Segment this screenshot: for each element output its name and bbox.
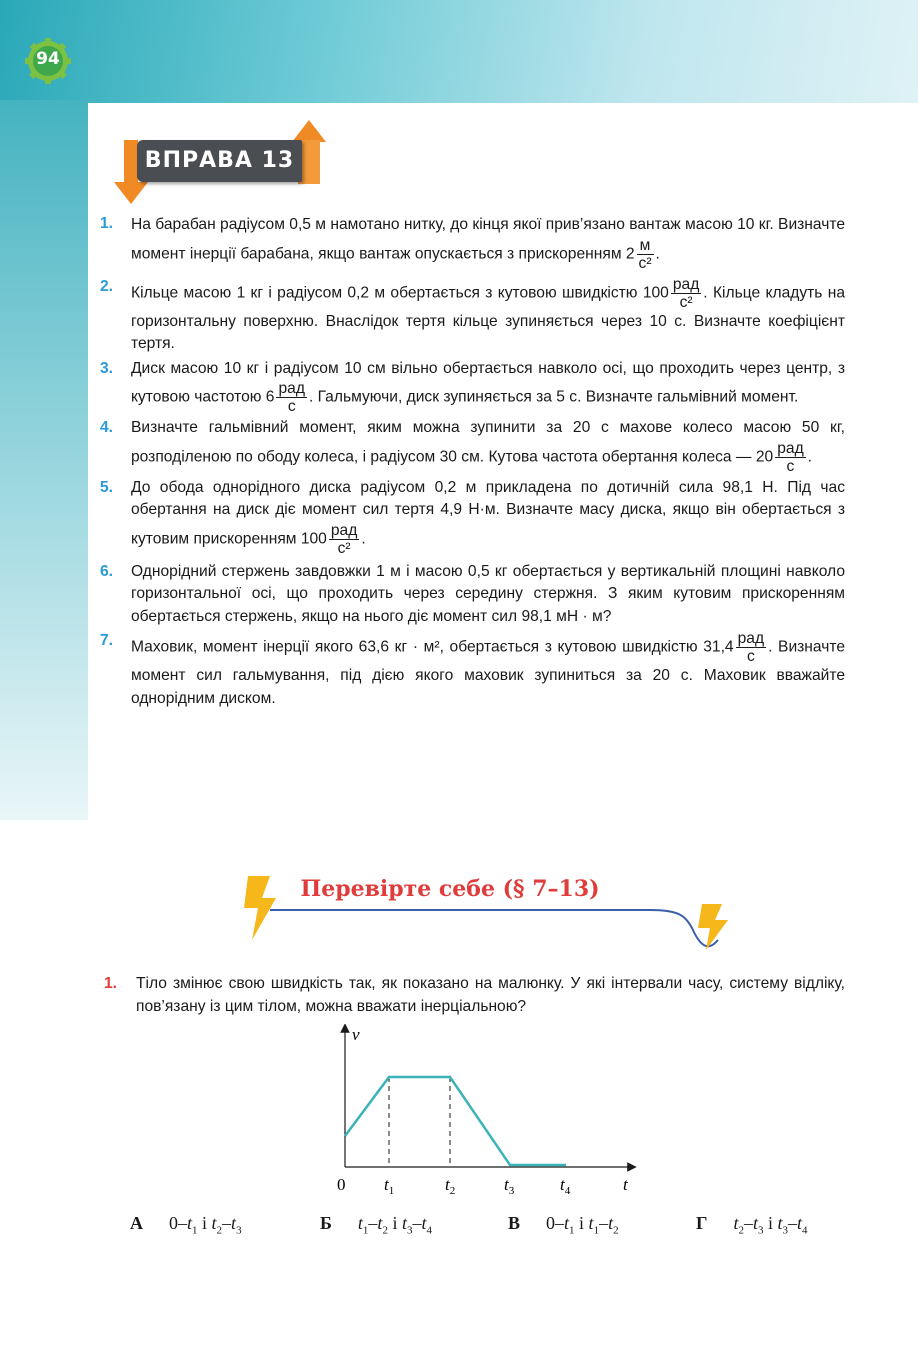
answer-options bbox=[130, 1213, 860, 1243]
problem-text: Кільце масою 1 кг і радіусом 0,2 м обертається з кутовою швидкістю 100 bbox=[131, 284, 669, 302]
side-background bbox=[0, 100, 95, 820]
tick-label-t3: $t_3$ bbox=[504, 1175, 515, 1197]
problem-text: Однорідний стержень завдовжки 1 м і масою 0,5 кг обертається у вертикальній площині навколо горизонтальної осі, що проходить через середину стержня. З яким кутовим прискоренням обертається стержень, якщо на нього діє момент сил 98,1 мН · м? bbox=[131, 562, 845, 625]
exercise-title: ВПРАВА 13 bbox=[144, 148, 295, 173]
answer-text: $0-t_1$ і $t_2-t_3$ bbox=[169, 1213, 242, 1237]
answer-text: $t_1-t_2$ і $t_3-t_4$ bbox=[357, 1213, 432, 1237]
velocity-time-graph bbox=[330, 1024, 640, 1199]
problem-number: 2. bbox=[100, 277, 114, 295]
page-number-badge bbox=[16, 38, 80, 84]
tick-label-t2: $t_2$ bbox=[445, 1175, 456, 1197]
fraction: $\frac{м}{\text{с²}}$ bbox=[638, 236, 652, 272]
question-text: Тіло змінює свою швидкість так, як показано на малюнку. У які інтервали часу, систему відліку, пов’язану із цим тілом, можна вважати інерціальною? bbox=[136, 975, 845, 1015]
problem-list bbox=[100, 213, 845, 710]
fraction: $\frac{\text{рад}}{с}$ bbox=[777, 439, 804, 475]
answer-letter: А bbox=[130, 1213, 143, 1233]
origin-label: 0 bbox=[337, 1175, 346, 1194]
velocity-line bbox=[345, 1077, 566, 1165]
problem-number: 7. bbox=[100, 632, 114, 649]
problem-number: 1. bbox=[100, 215, 114, 232]
fraction: $\frac{\text{рад}}{с}$ bbox=[278, 380, 305, 415]
fraction: $\frac{\text{рад}}{с}$ bbox=[737, 630, 765, 665]
problem-item: 2. Кільце масою 1 кг і радіусом 0,2 м обертається з кутовою швидкістю 100 $\frac{\text{рад}}{\text{с²}}$ . Кільце кладуть на горизонтальну поверхню. Внаслідок тертя кільце зупиняється через 10 с. Визначте коефіцієнт тертя. bbox=[100, 275, 846, 352]
answer-letter: Г bbox=[696, 1213, 708, 1233]
answer-text: $0-t_1$ і $t_1-t_2$ bbox=[546, 1213, 619, 1237]
answer-option-b[interactable] bbox=[320, 1213, 432, 1237]
question-number: 1. bbox=[104, 975, 118, 992]
problem-text: До обода однорідного диска радіусом 0,2 м прикладена по дотичній сила 98,1 Н. Під час обертання на диск діє момент сил тертя 4,9 Н·м. Визначте масу диска, якщо він обертається з кутовим прискоренням 100 bbox=[131, 478, 845, 548]
problem-item: 3. Диск масою 10 кг і радіусом 10 см вільно обертається навколо осі, що проходить через центр, з кутовою частотою 6 $\frac{\text{рад}}{с}$ . Гальмуючи, диск зупиняється за 5 с. Визначте гальмівний момент. bbox=[100, 359, 845, 415]
tick-label-t1: $t_1$ bbox=[384, 1175, 395, 1197]
fraction: $\frac{\text{рад}}{\text{с²}}$ bbox=[672, 275, 700, 311]
problem-item: 4. Визначте гальмівний момент, яким можна зупинити за 20 с махове колесо масою 50 кг, розподіленою по ободу колеса, і радіусом 30 см. Кутова частота обертання колеса — 20 $\frac{\text{рад}}{с}$ . bbox=[100, 419, 845, 475]
problem-text: Диск масою 10 кг і радіусом 10 см вільно обертається навколо осі, що проходить через центр, з кутовою частотою 6 bbox=[131, 359, 845, 406]
answer-letter: Б bbox=[320, 1213, 332, 1233]
answer-letter: В bbox=[508, 1213, 521, 1233]
page-number: 94 bbox=[36, 49, 60, 69]
check-yourself-title: Перевірте себе (§ 7–13) bbox=[300, 876, 600, 902]
problem-number: 4. bbox=[100, 419, 114, 436]
exercise-title-box bbox=[137, 140, 302, 182]
problem-number: 5. bbox=[100, 478, 114, 496]
problem-item bbox=[100, 561, 845, 629]
problem-item: 1. На барабан радіусом 0,5 м намотано нитку, до кінця якої прив’язано вантаж масою 10 кг. Визначте момент інерції барабана, якщо вантаж опускається з прискоренням 2 $\frac{м}{\text{с²}}$ . bbox=[100, 215, 846, 272]
x-axis-label: t bbox=[623, 1175, 628, 1194]
answer-text: $t_2-t_3$ і $t_3-t_4$ bbox=[733, 1213, 808, 1237]
problem-text: Визначте гальмівний момент, яким можна зупинити за 20 с махове колесо масою 50 кг, розподіленою по ободу колеса, і радіусом 30 см. Кутова частота обертання колеса — 20 bbox=[131, 419, 845, 466]
answer-option-d[interactable] bbox=[696, 1213, 808, 1237]
problem-item: 5. До обода однорідного диска радіусом 0,2 м прикладена по дотичній сила 98,1 Н. Під час обертання на диск діє момент сил тертя 4,9 Н·м. Визначте масу диска, якщо він обертається з кутовим прискоренням 100 $\frac{\text{рад}}{\text{с²}}$ . bbox=[100, 478, 845, 557]
tick-label-t4: $t_4$ bbox=[560, 1175, 571, 1197]
answer-option-c[interactable] bbox=[508, 1213, 619, 1237]
problem-number: 3. bbox=[100, 359, 114, 377]
problem-item: 7. Маховик, момент інерції якого 63,6 кг · м², обертається з кутовою швидкістю 31,4 $\frac{\text{рад}}{с}$ . Визначте момент сил гальмування, під дією якого маховик зупиниться за 20 с. Маховик вважайте однорідним диском. bbox=[100, 630, 846, 707]
y-axis-label: v bbox=[352, 1025, 360, 1044]
exercise-banner bbox=[102, 120, 337, 206]
question-item bbox=[104, 972, 845, 1018]
problem-text: На барабан радіусом 0,5 м намотано нитку, до кінця якої прив’язано вантаж масою 10 кг. Визначте момент інерції барабана, якщо вантаж опускається з прискоренням 2 bbox=[131, 216, 846, 263]
header-background bbox=[0, 0, 918, 110]
problem-text: Маховик, момент інерції якого 63,6 кг · м², обертається з кутовою швидкістю 31,4 bbox=[131, 638, 734, 656]
fraction: $\frac{\text{рад}}{\text{с²}}$ bbox=[330, 521, 358, 557]
problem-number: 6. bbox=[100, 562, 114, 580]
answer-option-a[interactable] bbox=[130, 1213, 242, 1237]
